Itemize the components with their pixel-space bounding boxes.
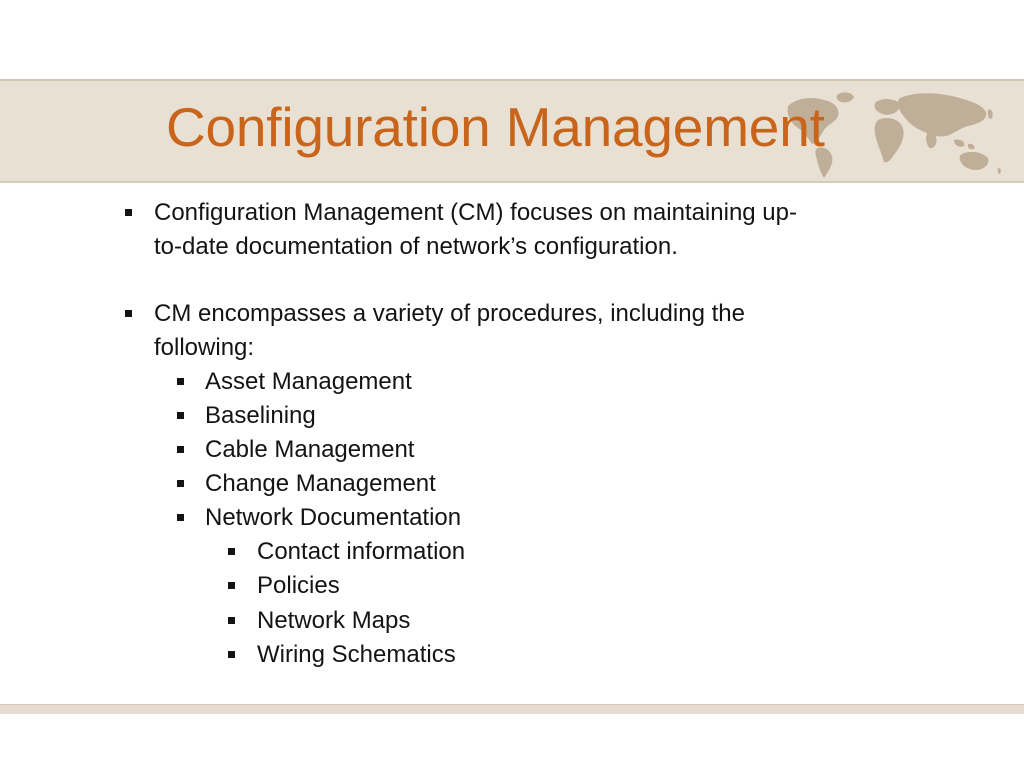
square-bullet-icon <box>125 209 132 216</box>
square-bullet-icon <box>177 412 184 419</box>
documentation-item: Policies <box>257 572 340 599</box>
square-bullet-icon <box>228 548 235 555</box>
square-bullet-icon <box>177 480 184 487</box>
procedure-item: Baselining <box>205 402 316 429</box>
documentation-item: Wiring Schematics <box>257 641 456 668</box>
slide-title: Configuration Management <box>166 96 825 158</box>
documentation-item: Network Maps <box>257 607 411 634</box>
procedure-item: Cable Management <box>205 436 415 463</box>
square-bullet-icon <box>177 446 184 453</box>
bullet-2-line-2: following: <box>154 334 255 361</box>
procedure-item: Network Documentation <box>205 504 462 531</box>
procedure-item: Change Management <box>205 470 436 497</box>
bullet-2-line-1: CM encompasses a variety of procedures, including the <box>154 300 745 327</box>
square-bullet-icon <box>177 378 184 385</box>
square-bullet-icon <box>228 617 235 624</box>
square-bullet-icon <box>125 310 132 317</box>
bullet-1-line-1: Configuration Management (CM) focuses on maintaining up- <box>154 199 797 226</box>
documentation-item: Contact information <box>257 538 466 565</box>
footer-band <box>0 704 1024 714</box>
square-bullet-icon <box>177 514 184 521</box>
square-bullet-icon <box>228 651 235 658</box>
square-bullet-icon <box>228 582 235 589</box>
procedure-item: Asset Management <box>205 368 412 395</box>
bullet-1-line-2: to-date documentation of network’s configuration. <box>154 233 678 260</box>
